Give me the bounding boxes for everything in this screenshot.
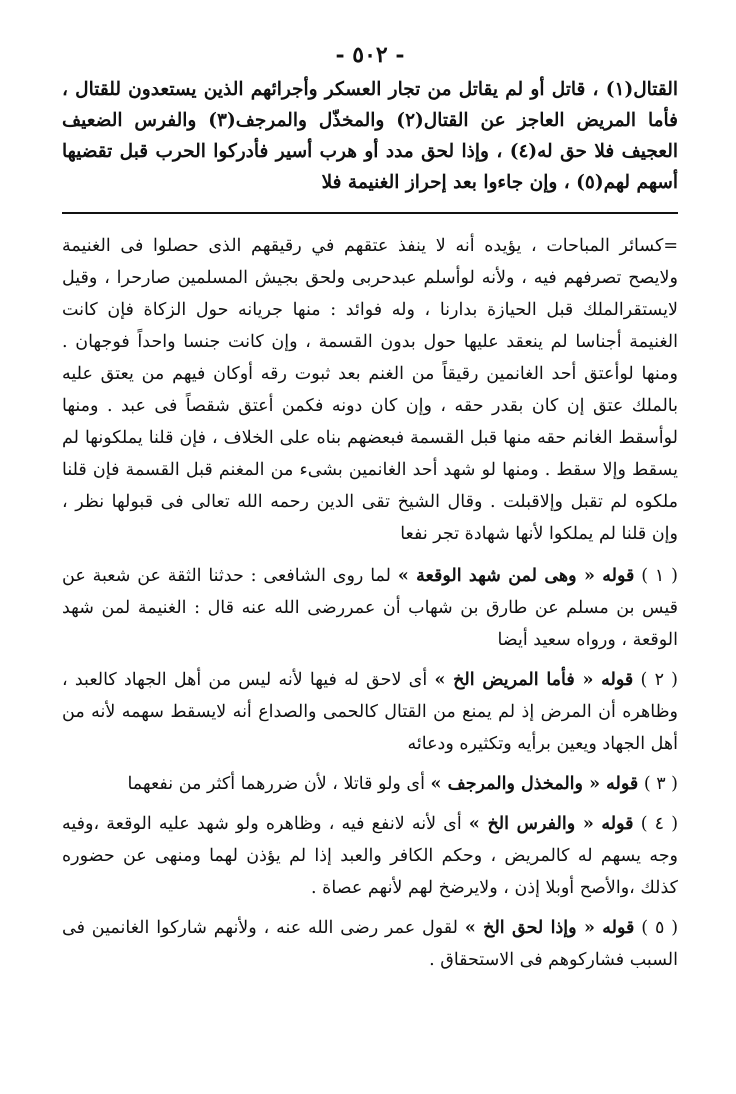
footnote-keyword: قوله « والمخذل والمرجف » [430,774,639,794]
footnote-text: لما روى الشافعى : حدثنا الثقة عن شعبة عن قيس بن مسلم عن طارق بن شهاب أن عمررضى الله عنه قال : الغنيمة لمن شهد الوقعة ، ورواه سعيد أيضا [62,566,678,650]
commentary-text: =كسائر المباحات ، يؤيده أنه لا ينفذ عتقهم في رقيقهم الذى حصلوا فى الغنيمة ولايصح تصرفهم فيه ، ولأنه لوأسلم عبدحربى ولحق بجيش المسلمين صارحرا ، وقيل لايستقرالملك قبل الحيازة بدارنا ، وله فوائد : منها جريانه حول الزكاة فإن كانت الغنيمة أجناسا لم ينعقد عليها حول بدون القسمة ، وإن كانت جنسا واحداً فوجهان . ومنها لوأعتق أحد الغانمين رقيقاً من الغنم بعد ثبوت رقه أوكان فيهم من يعتق عليه بالملك عتق إن كان بقدر حقه ، وإن كان دونه فكمن أعتق شقصاً فى عبد . ومنها لوأسقط الغانم حقه منها قبل القسمة فبعضهم بناه على الخلاف ، فإن قلنا يملكونها لم يسقط وإلا سقط . ومنها لو شهد أحد الغانمين بشىء من المغنم قبل القسمة فإن قلنا ملكوه لم تقبل وإلاقبلت . وقال الشيخ تقى الدين رحمه الله تعالى فى قبولها نظر ، وإن قلنا لم يملكوا لأنها شهادة تجر نفعا [62,236,678,544]
footnote-text: أى لأنه لانفع فيه ، وظاهره ولو شهد عليه الوقعة ،وفيه وجه يسهم له كالمريض ، وحكم الكافر والعبد إذا لم يؤذن لهما ومنهى عن حضوره كذلك ،والأصح أوبلا إذن ، ولايرضخ لهم لأنهم عصاة . [62,814,678,898]
main-text-block [62,74,678,198]
commentary-block [62,230,678,550]
footnote [62,768,678,800]
footnote-number: ( ٤ ) [640,814,679,834]
footnote-keyword: قوله « وإذا لحق الخ » [464,918,635,938]
footnote-number: ( ٣ ) [643,774,678,794]
footnotes [62,560,678,976]
footnote-text: أى لاحق له فيها لأنه ليس من أهل الجهاد كالعبد ، وظاهره أن المرض إذ لم يمنع من القتال كالحمى والصداع أنه لايسقط سهمه لأنه من أهل الجهاد ويعين برأيه وتكثيره ودعائه [62,670,678,754]
footnote [62,560,678,656]
footnote-keyword: قوله « والفرس الخ » [468,814,634,834]
footnote-text: أى ولو قاتلا ، لأن ضررهما أكثر من نفعهما [127,774,431,794]
footnote-divider [62,212,678,214]
footnote-number: ( ٥ ) [641,918,679,938]
footnote [62,664,678,760]
footnote-number: ( ١ ) [641,566,678,586]
footnote [62,912,678,976]
footnote-keyword: قوله « وهى لمن شهد الوقعة » [397,566,635,586]
footnote-keyword: قوله « فأما المريض الخ » [434,670,634,690]
footnote [62,808,678,904]
page-number: - ٥٠٢ - [335,42,405,68]
footnote-number: ( ٢ ) [640,670,679,690]
main-text: القتال(١) ، قاتل أو لم يقاتل من تجار العسكر وأجرائهم الذين يستعدون للقتال ، فأما المريض العاجز عن القتال(٢) والمخذّل والمرجف(٣) والفرس الضعيف العجيف فلا حق له(٤) ، وإذا لحق مدد أو هرب أسير فأدركوا الحرب قبل تقضيها أسهم لهم(٥) ، وإن جاءوا بعد إحراز الغنيمة فلا [62,79,678,193]
footnote-text: لقول عمر رضى الله عنه ، ولأنهم شاركوا الغانمين فى السبب فشاركوهم فى الاستحقاق . [62,918,678,970]
